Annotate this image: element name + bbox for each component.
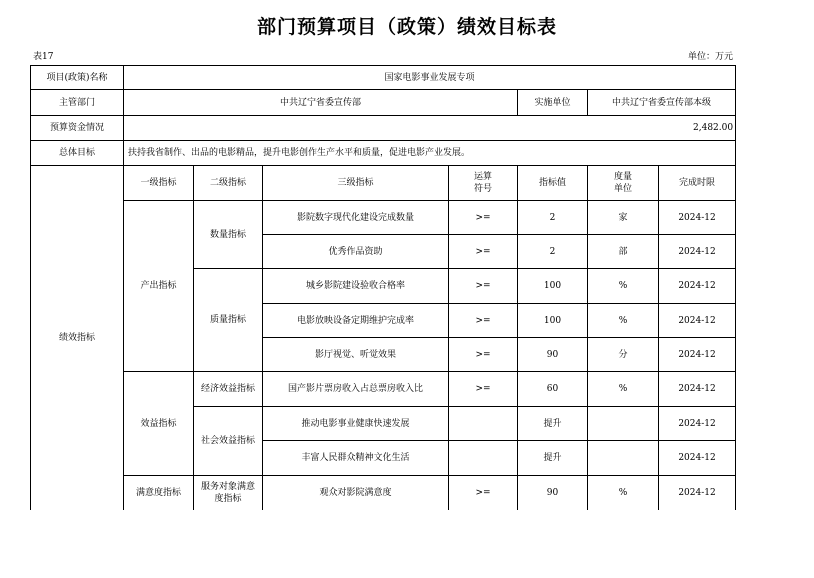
table-number: 表17 (33, 52, 54, 62)
table-row (31, 166, 736, 201)
item-time: 2024-12 (659, 201, 736, 235)
item-value: 2 (518, 201, 588, 235)
item-value: 提升 (518, 441, 588, 476)
dept-value: 中共辽宁省委宣传部 (124, 90, 518, 116)
group-service: 服务对象满意 度指标 (194, 476, 263, 510)
item-op: >= (449, 476, 518, 510)
group-benefit: 效益指标 (124, 372, 194, 476)
item-time: 2024-12 (659, 476, 736, 510)
project-name-label: 项目(政策)名称 (31, 66, 124, 90)
item-value: 提升 (518, 407, 588, 441)
item-value: 60 (518, 372, 588, 407)
item-unit: % (588, 269, 659, 304)
item-op: >= (449, 338, 518, 372)
item-name: 电影放映设备定期维护完成率 (263, 304, 449, 338)
item-name: 国产影片票房收入占总票房收入比 (263, 372, 449, 407)
group-quantity: 数量指标 (194, 201, 263, 269)
impl-label: 实施单位 (518, 90, 588, 116)
goal-label: 总体目标 (31, 141, 124, 166)
item-op: >= (449, 235, 518, 269)
budget-value: 2,482.00 (124, 116, 736, 141)
item-op (449, 441, 518, 476)
item-op (449, 407, 518, 441)
table-row (31, 372, 736, 407)
project-name-value: 国家电影事业发展专项 (124, 66, 736, 90)
item-value: 90 (518, 338, 588, 372)
item-name: 优秀作品资助 (263, 235, 449, 269)
item-time: 2024-12 (659, 372, 736, 407)
header-l3: 三级指标 (263, 166, 449, 201)
item-unit (588, 441, 659, 476)
item-op: >= (449, 269, 518, 304)
item-time: 2024-12 (659, 338, 736, 372)
item-op: >= (449, 304, 518, 338)
item-op: >= (449, 201, 518, 235)
dept-label: 主管部门 (31, 90, 124, 116)
group-output: 产出指标 (124, 201, 194, 372)
table-row (31, 201, 736, 235)
item-time: 2024-12 (659, 269, 736, 304)
item-value: 2 (518, 235, 588, 269)
item-op: >= (449, 372, 518, 407)
group-satisfaction: 满意度指标 (124, 476, 194, 510)
item-value: 100 (518, 269, 588, 304)
item-time: 2024-12 (659, 235, 736, 269)
impl-value: 中共辽宁省委宣传部本级 (588, 90, 736, 116)
item-name: 影厅视觉、听觉效果 (263, 338, 449, 372)
item-value: 90 (518, 476, 588, 510)
item-unit: 部 (588, 235, 659, 269)
header-value: 指标值 (518, 166, 588, 201)
item-name: 丰富人民群众精神文化生活 (263, 441, 449, 476)
table-row (31, 476, 736, 510)
header-time: 完成时限 (659, 166, 736, 201)
item-unit: 家 (588, 201, 659, 235)
header-unit: 度量 单位 (588, 166, 659, 201)
item-unit: 分 (588, 338, 659, 372)
item-time: 2024-12 (659, 304, 736, 338)
item-value: 100 (518, 304, 588, 338)
item-unit: % (588, 372, 659, 407)
header-l2: 二级指标 (194, 166, 263, 201)
table-row (31, 90, 736, 116)
perf-label: 绩效指标 (31, 166, 124, 510)
group-social: 社会效益指标 (194, 407, 263, 476)
unit-label: 单位：万元 (687, 52, 733, 62)
header-l1: 一级指标 (124, 166, 194, 201)
item-unit: % (588, 304, 659, 338)
table-row (31, 66, 736, 90)
item-name: 推动电影事业健康快速发展 (263, 407, 449, 441)
performance-table (30, 65, 736, 510)
item-unit: % (588, 476, 659, 510)
goal-value: 扶持我省制作、出品的电影精品，提升电影创作生产水平和质量，促进电影产业发展。 (124, 141, 736, 166)
item-time: 2024-12 (659, 441, 736, 476)
page-title: 部门预算项目（政策）绩效目标表 (256, 16, 557, 38)
item-time: 2024-12 (659, 407, 736, 441)
group-quality: 质量指标 (194, 269, 263, 372)
item-name: 观众对影院满意度 (263, 476, 449, 510)
item-unit (588, 407, 659, 441)
item-name: 城乡影院建设验收合格率 (263, 269, 449, 304)
budget-label: 预算资金情况 (31, 116, 124, 141)
table-row (31, 116, 736, 141)
group-economic: 经济效益指标 (194, 372, 263, 407)
item-name: 影院数字现代化建设完成数量 (263, 201, 449, 235)
header-op: 运算 符号 (449, 166, 518, 201)
table-row (31, 141, 736, 166)
